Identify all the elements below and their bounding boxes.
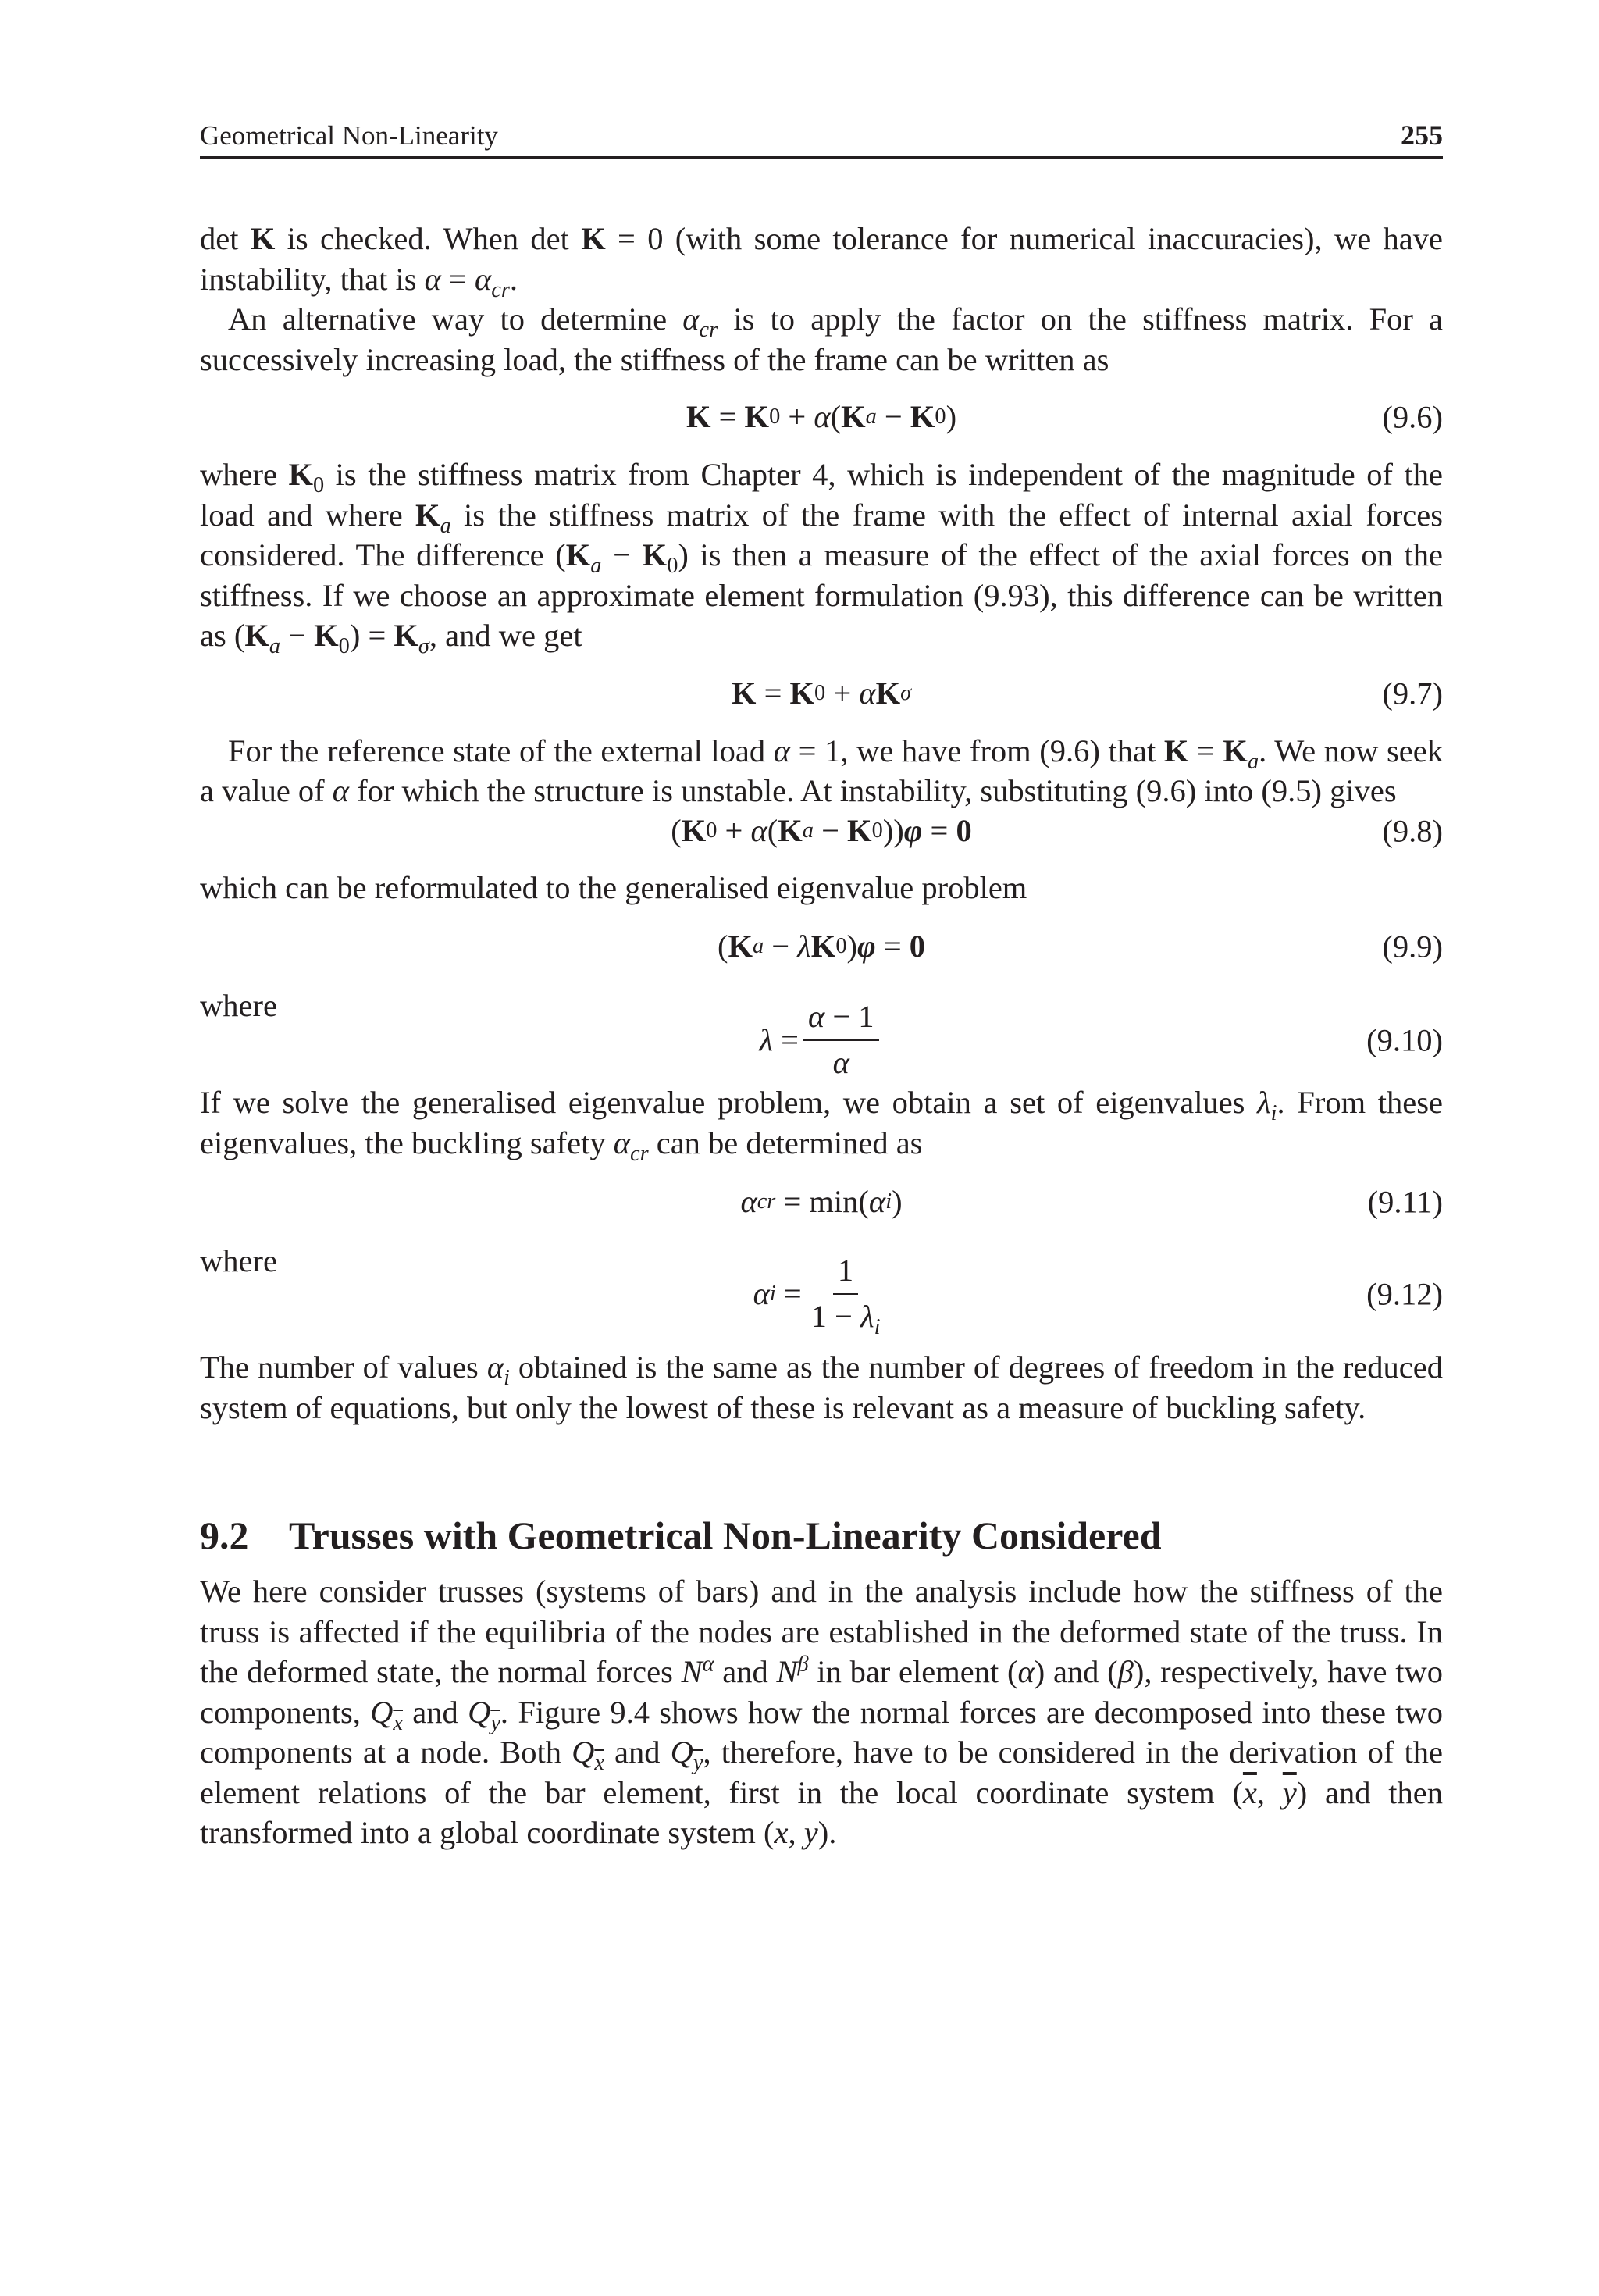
equation-number: (9.9) (1382, 929, 1443, 964)
equation-9-6: K = K 0 + α ( K a − K 0 ) (9.6) (200, 380, 1443, 455)
paragraph-8: We here consider trusses (systems of bars) and in the analysis include how the stiffness of the truss is affected if the equilibria of the nodes are established in the deformed state of the truss. In the deformed state, the normal forces $N^\alpha$ and $N^\beta$ in bar element (α) and (β), respectively, have two components, $Q_{\overline{x}}$ and $Q_{\overline{y}}$. Figure 9.4 shows how the normal forces are decomposed into these two components at a node. Both $Q_{\overline{x}}$ and $Q_{\overline{y}}$, therefore, have to be considered in the derivation of the element relations of the bar element, first in the local coordinate system ($\overline{x}$, $\overline{y}$) and then transformed into a global coordinate system (x, y). (200, 1574, 1444, 1850)
running-header (200, 117, 1443, 159)
paragraph-6: If we solve the generalised eigenvalue problem, we obtain a set of eigenvalues $\lambda_i$. From these eigenvalues, the buckling safety $\alpha_{cr}$ can be determined as (200, 1085, 1443, 1166)
paragraph-7: The number of values $\alpha_i$ obtained is the same as the number of degrees of freedom in the reduced system of equations, but only the lowest of these is relevant as a measure of buckling safety. (200, 1349, 1443, 1425)
equation-number: (9.11) (1367, 1184, 1443, 1220)
paragraph-2: An alternative way to determine $\alpha_{cr}$ is to apply the factor on the stiffness matrix. For a successively increasing load, the stiffness of the frame can be written as (200, 301, 1443, 377)
paragraph-1: det K is checked. When det K = 0 (with some tolerance for numerical inaccuracies), we have instability, that is $\alpha = \alpha_{cr}$. (200, 221, 1443, 302)
equation-9-7: K = K 0 + α K σ (9.7) (200, 656, 1443, 731)
equation-9-11: α cr = min( α i ) (9.11) (200, 1163, 1443, 1241)
equation-9-10-block (200, 986, 1443, 1080)
where-label: where (200, 988, 277, 1023)
equation-9-10: λ = $\frac{\alpha - 1}{\alpha}$ (9.10) (759, 999, 1443, 1080)
equation-number: (9.12) (1366, 1276, 1443, 1312)
equation-9-12: α i = $\frac{1}{1 - \lambda_i}$ (9.12) (753, 1253, 1443, 1340)
paragraph-5: which can be reformulated to the generalised eigenvalue problem (200, 869, 1027, 905)
where-label: where (200, 1243, 277, 1278)
equation-number: (9.10) (1366, 1022, 1443, 1058)
section-heading (200, 1512, 1443, 1559)
section-number: 9.2 (200, 1513, 249, 1557)
equation-number: (9.7) (1382, 675, 1443, 711)
page-number: 255 (1401, 119, 1443, 151)
equation-9-8: ( K 0 + α ( K a − K 0 )) φ = 0 (9.8) (200, 811, 1443, 850)
equation-number: (9.6) (1382, 399, 1443, 435)
equation-9-9: ( K a − λ K 0 ) φ = 0 (9.9) (200, 907, 1443, 986)
gives-word: gives (1330, 773, 1397, 808)
equation-number: (9.8) (1382, 812, 1443, 848)
paragraph-3: where $K_0$ is the stiffness matrix from Chapter 4, which is independent of the magnitude of the load and where $K_a$ is the stiffness matrix of the frame with the effect of internal axial forces considered. The difference $(K_a - K_0)$ is then a measure of the effect of the axial forces on the stiffness. If we choose an approximate element formulation (9.93), this difference can be written as $(K_a - K_0) = K_\sigma$, and we get (200, 457, 1444, 659)
section-title: Trusses with Geometrical Non-Linearity Considered (289, 1513, 1162, 1557)
equation-9-12-block (200, 1241, 1443, 1340)
paragraph-4: For the reference state of the external load α = 1, we have from (9.6) that $K = K_a$. We now seek a value of α for which the structure is unstable. At instability, substituting (9.6) into (9.5) gives (200, 733, 1443, 808)
running-title: Geometrical Non-Linearity (200, 120, 498, 151)
page-body (200, 219, 1443, 1853)
